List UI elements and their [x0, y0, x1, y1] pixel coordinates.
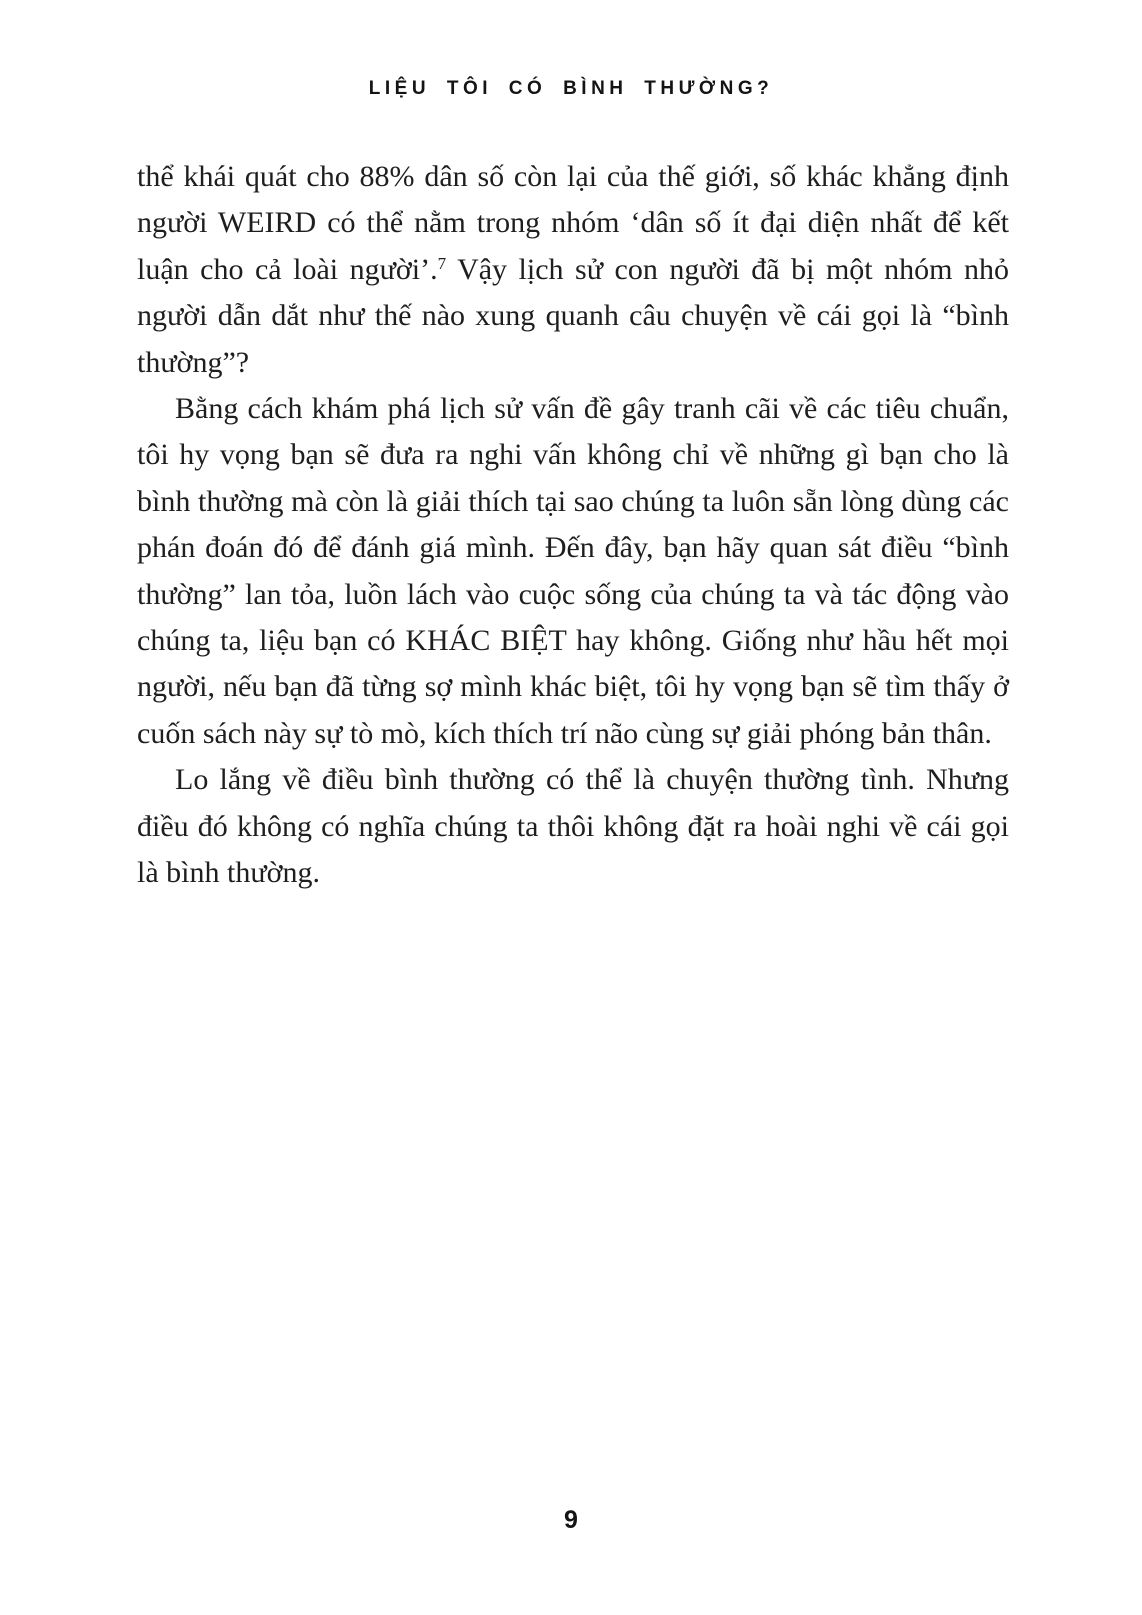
- footnote-marker: 7: [437, 254, 447, 274]
- paragraph: Lo lắng về điều bình thường có thể là chuyện thường tình. Nhưng điều đó không có nghĩa chúng ta thôi không đặt ra hoài nghi về cái gọi là bình thường.: [137, 763, 1009, 890]
- paragraph-continuation: [137, 154, 1009, 386]
- running-header-title: LIỆU TÔI CÓ BÌNH THƯỜNG?: [368, 78, 774, 99]
- paragraph-text: Vậy lịch sử con người đã bị một nhóm nhỏ người dẫn dắt như thế nào xung quanh câu chuyện về cái gọi là “bình thường”?: [137, 252, 1010, 379]
- paragraph: Bằng cách khám phá lịch sử vấn đề gây tranh cãi về các tiêu chuẩn, tôi hy vọng bạn sẽ đưa ra nghi vấn không chỉ về những gì bạn cho là bình thường mà còn là giải thích tại sao chúng ta luôn sẵn lòng dùng các phán đoán đó để đánh giá mình. Đến đây, bạn hãy quan sát điều “bình thường” lan tỏa, luồn lách vào cuộc sống của chúng ta và tác động vào chúng ta, liệu bạn có KHÁC BIỆT hay không. Giống như hầu hết mọi người, nếu bạn đã từng sợ mình khác biệt, tôi hy vọng bạn sẽ tìm thấy ở cuốn sách này sự tò mò, kích thích trí não cùng sự giải phóng bản thân.: [137, 392, 1009, 750]
- paragraph-text: thể khái quát cho 88% dân số còn lại của thế giới, số khác khẳng định người WEIRD có thể nằm trong nhóm ‘dân số ít đại diện nhất để kết luận cho cả loài người’.: [137, 160, 1009, 286]
- page-number: 9: [564, 1506, 578, 1534]
- body-text: [137, 154, 1009, 897]
